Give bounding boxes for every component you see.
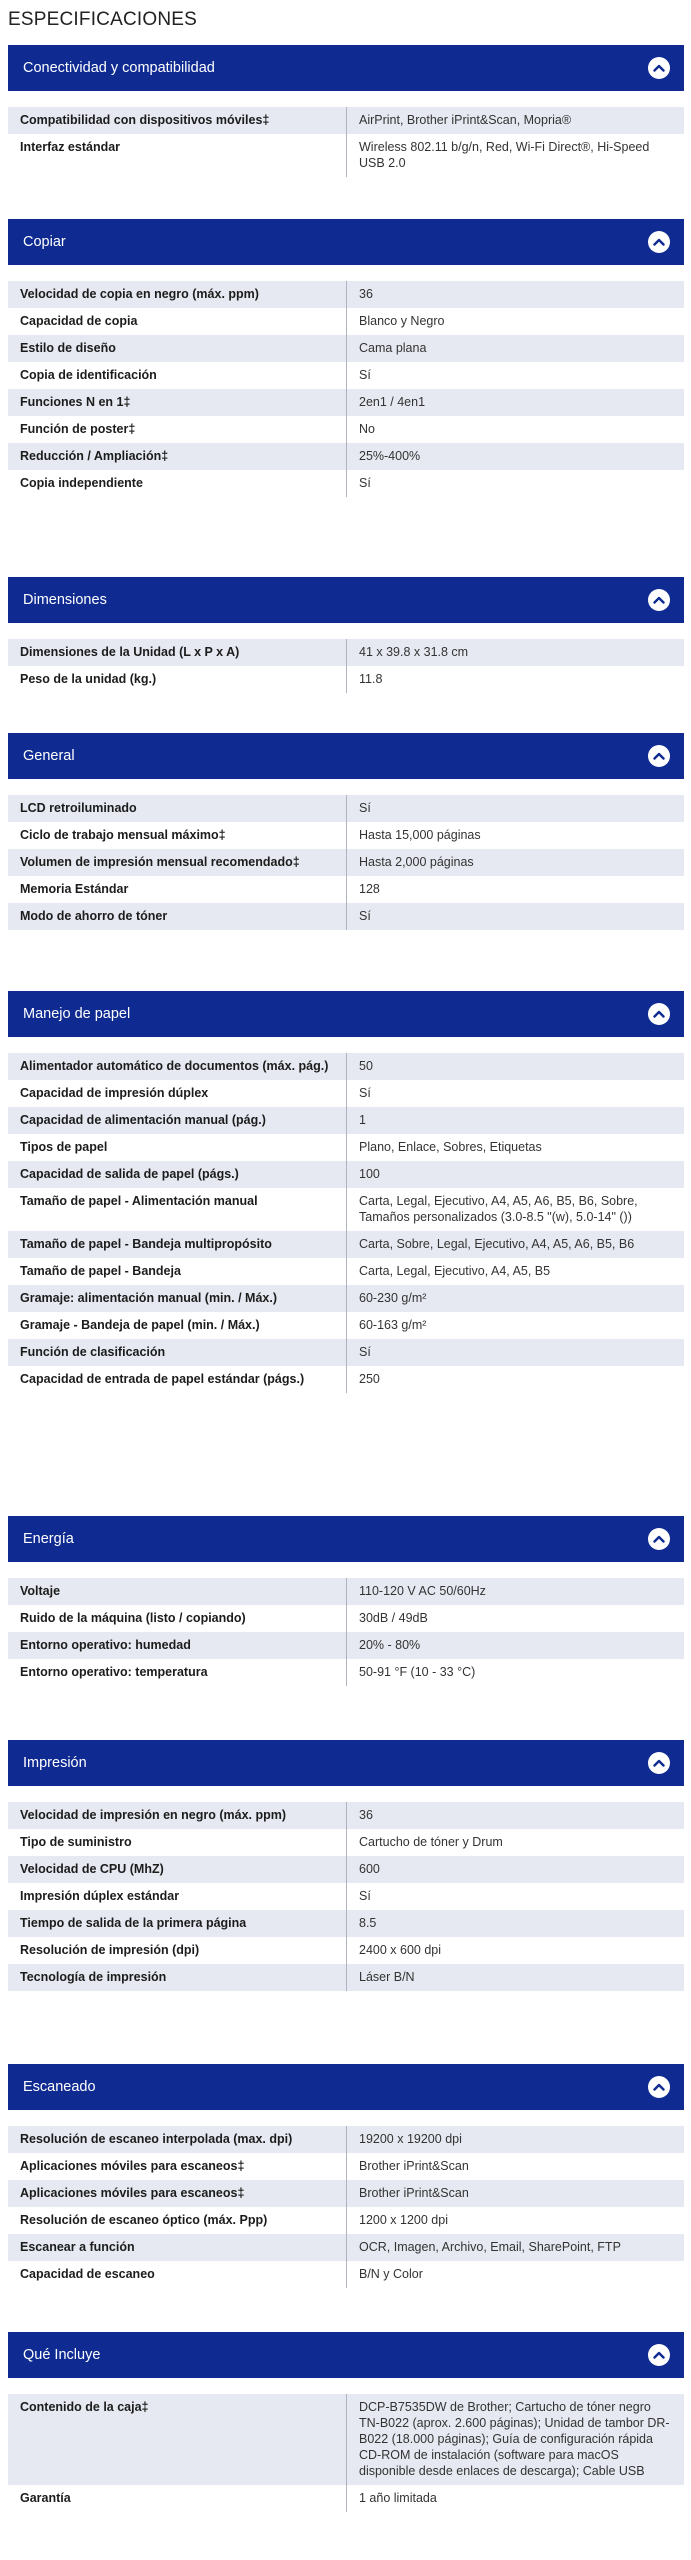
chevron-up-icon: [653, 596, 665, 604]
spec-label: Función de poster‡: [20, 422, 136, 436]
spec-label: Ciclo de trabajo mensual máximo‡: [20, 828, 226, 842]
spec-row: [8, 1134, 684, 1161]
spec-label: Capacidad de impresión dúplex: [20, 1086, 209, 1100]
spec-table: [8, 1578, 684, 1686]
spec-label: Reducción / Ampliación‡: [20, 449, 169, 463]
spec-value: 11.8: [346, 666, 684, 693]
spec-value: OCR, Imagen, Archivo, Email, SharePoint, FTP: [346, 2234, 684, 2261]
spec-row: [8, 639, 684, 666]
spec-table: [8, 1802, 684, 1991]
spec-row: [8, 2180, 684, 2207]
spec-label: Tamaño de papel - Alimentación manual: [20, 1194, 258, 1208]
section-energia: [8, 1516, 684, 1686]
spec-label: Memoria Estándar: [20, 882, 129, 896]
spec-label: Copia de identificación: [20, 368, 157, 382]
spec-value: 50-91 °F (10 - 33 °C): [346, 1659, 684, 1686]
spec-value: Cartucho de tóner y Drum: [346, 1829, 684, 1856]
spec-value: Blanco y Negro: [346, 308, 684, 335]
spec-row: [8, 1964, 684, 1991]
spec-label: Velocidad de CPU (MhZ): [20, 1862, 164, 1876]
spec-label: Tecnología de impresión: [20, 1970, 167, 1984]
spec-value: Sí: [346, 903, 684, 930]
spec-row: [8, 795, 684, 822]
spec-label: Resolución de escaneo interpolada (max. dpi): [20, 2132, 293, 2146]
spec-row: [8, 470, 684, 497]
chevron-up-icon: [653, 1759, 665, 1767]
spec-label: Copia independiente: [20, 476, 143, 490]
spec-row: [8, 416, 684, 443]
spec-label: Compatibilidad con dispositivos móviles‡: [20, 113, 270, 127]
spec-table: [8, 795, 684, 930]
spec-row: [8, 1578, 684, 1605]
spec-value: DCP-B7535DW de Brother; Cartucho de tóner negro TN-B022 (aprox. 2.600 páginas); Unidad de tambor DR-B022 (18.000 páginas); Guía de configuración rápida CD-ROM de instalación (software para macOS disponible desde enlaces de descarga); Cable USB: [346, 2394, 684, 2485]
section-title: Copiar: [23, 234, 66, 250]
spec-value: 600: [346, 1856, 684, 1883]
section-title: General: [23, 748, 75, 764]
spec-value: 128: [346, 876, 684, 903]
chevron-up-icon: [653, 1010, 665, 1018]
spec-value: 41 x 39.8 x 31.8 cm: [346, 639, 684, 666]
spec-label: Capacidad de entrada de papel estándar (págs.): [20, 1372, 305, 1386]
spec-value: Hasta 15,000 páginas: [346, 822, 684, 849]
section-header[interactable]: [8, 1516, 684, 1562]
collapse-toggle-button[interactable]: [648, 589, 670, 611]
spec-row: [8, 2485, 684, 2512]
spec-label: Aplicaciones móviles para escaneos‡: [20, 2186, 245, 2200]
spec-value: No: [346, 416, 684, 443]
collapse-toggle-button[interactable]: [648, 1528, 670, 1550]
spec-row: [8, 2126, 684, 2153]
section-header[interactable]: [8, 45, 684, 91]
spec-row: [8, 2207, 684, 2234]
section-title: Escaneado: [23, 2079, 96, 2095]
spec-row: [8, 362, 684, 389]
page-title: ESPECIFICACIONES: [8, 9, 198, 30]
spec-row: [8, 1910, 684, 1937]
section-title: Conectividad y compatibilidad: [23, 60, 215, 76]
spec-row: [8, 1161, 684, 1188]
section-header[interactable]: [8, 1740, 684, 1786]
section-impresion: [8, 1740, 684, 1991]
spec-value: Carta, Legal, Ejecutivo, A4, A5, B5: [346, 1258, 684, 1285]
section-title: Energía: [23, 1531, 74, 1547]
spec-row: [8, 2261, 684, 2288]
spec-row: [8, 1937, 684, 1964]
spec-row: [8, 443, 684, 470]
spec-label: Tiempo de salida de la primera página: [20, 1916, 247, 1930]
spec-label: Garantía: [20, 2491, 71, 2505]
spec-row: [8, 1285, 684, 1312]
spec-label: Velocidad de impresión en negro (máx. ppm): [20, 1808, 287, 1822]
spec-row: [8, 1188, 684, 1231]
spec-label: Capacidad de copia: [20, 314, 138, 328]
spec-label: Resolución de escaneo óptico (máx. Ppp): [20, 2213, 268, 2227]
spec-table: [8, 2394, 684, 2512]
spec-label: Funciones N en 1‡: [20, 395, 131, 409]
section-manejo-de-papel: [8, 991, 684, 1393]
spec-row: [8, 1366, 684, 1393]
spec-label: Tipos de papel: [20, 1140, 108, 1154]
spec-value: 1200 x 1200 dpi: [346, 2207, 684, 2234]
spec-value: AirPrint, Brother iPrint&Scan, Mopria®: [346, 107, 684, 134]
spec-row: [8, 1856, 684, 1883]
section-copiar: [8, 219, 684, 497]
spec-value: Sí: [346, 795, 684, 822]
section-title: Qué Incluye: [23, 2347, 101, 2363]
spec-value: 110-120 V AC 50/60Hz: [346, 1578, 684, 1605]
section-que-incluye: [8, 2332, 684, 2512]
spec-value: Cama plana: [346, 335, 684, 362]
collapse-toggle-button[interactable]: [648, 2344, 670, 2366]
spec-value: Carta, Sobre, Legal, Ejecutivo, A4, A5, A6, B5, B6: [346, 1231, 684, 1258]
spec-label: Gramaje - Bandeja de papel (min. / Máx.): [20, 1318, 260, 1332]
spec-label: Capacidad de escaneo: [20, 2267, 155, 2281]
spec-value: 25%-400%: [346, 443, 684, 470]
section-title: Impresión: [23, 1755, 87, 1771]
spec-value: 36: [346, 1802, 684, 1829]
spec-value: 1: [346, 1107, 684, 1134]
spec-label: Resolución de impresión (dpi): [20, 1943, 200, 1957]
spec-value: Sí: [346, 470, 684, 497]
spec-label: Tipo de suministro: [20, 1835, 132, 1849]
spec-label: Modo de ahorro de tóner: [20, 909, 168, 923]
spec-value: Wireless 802.11 b/g/n, Red, Wi-Fi Direct®, Hi-Speed USB 2.0: [346, 134, 684, 177]
section-dimensiones: [8, 577, 684, 693]
spec-row: [8, 1829, 684, 1856]
section-general: [8, 733, 684, 930]
spec-value: Sí: [346, 1883, 684, 1910]
spec-value: 100: [346, 1161, 684, 1188]
spec-label: Capacidad de salida de papel (págs.): [20, 1167, 239, 1181]
chevron-up-icon: [653, 2351, 665, 2359]
chevron-up-icon: [653, 752, 665, 760]
spec-label: Tamaño de papel - Bandeja multipropósito: [20, 1237, 272, 1251]
spec-value: 50: [346, 1053, 684, 1080]
spec-row: [8, 281, 684, 308]
spec-label: Velocidad de copia en negro (máx. ppm): [20, 287, 259, 301]
spec-value: 60-163 g/m²: [346, 1312, 684, 1339]
spec-row: [8, 849, 684, 876]
spec-row: [8, 1312, 684, 1339]
spec-value: Láser B/N: [346, 1964, 684, 1991]
spec-label: Peso de la unidad (kg.): [20, 672, 157, 686]
spec-row: [8, 1802, 684, 1829]
section-header[interactable]: [8, 991, 684, 1037]
spec-value: Carta, Legal, Ejecutivo, A4, A5, A6, B5, B6, Sobre, Tamaños personalizados (3.0-8.5 "(w), 5.0-14" ()): [346, 1188, 684, 1231]
spec-value: Hasta 2,000 páginas: [346, 849, 684, 876]
spec-row: [8, 1883, 684, 1910]
section-header[interactable]: [8, 219, 684, 265]
collapse-toggle-button[interactable]: [648, 231, 670, 253]
spec-label: Volumen de impresión mensual recomendado‡: [20, 855, 300, 869]
spec-value: 2400 x 600 dpi: [346, 1937, 684, 1964]
spec-label: Ruido de la máquina (listo / copiando): [20, 1611, 246, 1625]
spec-table: [8, 107, 684, 177]
spec-label: Gramaje: alimentación manual (min. / Máx.): [20, 1291, 278, 1305]
spec-row: [8, 107, 684, 134]
spec-row: [8, 822, 684, 849]
spec-row: [8, 1605, 684, 1632]
spec-label: Tamaño de papel - Bandeja: [20, 1264, 181, 1278]
spec-label: Entorno operativo: temperatura: [20, 1665, 208, 1679]
spec-table: [8, 2126, 684, 2288]
chevron-up-icon: [653, 2083, 665, 2091]
spec-row: [8, 666, 684, 693]
spec-label: Interfaz estándar: [20, 140, 121, 154]
section-header[interactable]: [8, 577, 684, 623]
spec-row: [8, 1080, 684, 1107]
spec-value: Sí: [346, 362, 684, 389]
spec-value: 20% - 80%: [346, 1632, 684, 1659]
spec-row: [8, 1632, 684, 1659]
spec-value: 60-230 g/m²: [346, 1285, 684, 1312]
spec-row: [8, 1053, 684, 1080]
section-header[interactable]: [8, 2332, 684, 2378]
spec-label: Escanear a función: [20, 2240, 135, 2254]
spec-label: Alimentador automático de documentos (máx. pág.): [20, 1059, 329, 1073]
spec-value: 19200 x 19200 dpi: [346, 2126, 684, 2153]
spec-table: [8, 281, 684, 497]
spec-row: [8, 2394, 684, 2485]
spec-label: Voltaje: [20, 1584, 61, 1598]
spec-label: LCD retroiluminado: [20, 801, 137, 815]
spec-value: 2en1 / 4en1: [346, 389, 684, 416]
spec-row: [8, 134, 684, 177]
spec-value: 30dB / 49dB: [346, 1605, 684, 1632]
spec-row: [8, 2153, 684, 2180]
spec-row: [8, 389, 684, 416]
spec-value: Brother iPrint&Scan: [346, 2180, 684, 2207]
spec-label: Capacidad de alimentación manual (pág.): [20, 1113, 266, 1127]
spec-label: Aplicaciones móviles para escaneos‡: [20, 2159, 245, 2173]
spec-row: [8, 903, 684, 930]
section-header[interactable]: [8, 733, 684, 779]
spec-value: 250: [346, 1366, 684, 1393]
collapse-toggle-button[interactable]: [648, 745, 670, 767]
spec-row: [8, 1231, 684, 1258]
spec-value: 36: [346, 281, 684, 308]
spec-value: B/N y Color: [346, 2261, 684, 2288]
collapse-toggle-button[interactable]: [648, 2076, 670, 2098]
spec-label: Impresión dúplex estándar: [20, 1889, 180, 1903]
collapse-toggle-button[interactable]: [648, 1003, 670, 1025]
collapse-toggle-button[interactable]: [648, 57, 670, 79]
section-header[interactable]: [8, 2064, 684, 2110]
spec-value: Sí: [346, 1339, 684, 1366]
spec-label: Función de clasificación: [20, 1345, 166, 1359]
spec-value: Sí: [346, 1080, 684, 1107]
spec-row: [8, 1339, 684, 1366]
spec-label: Dimensiones de la Unidad (L x P x A): [20, 645, 240, 659]
spec-row: [8, 1258, 684, 1285]
spec-row: [8, 1107, 684, 1134]
spec-row: [8, 308, 684, 335]
section-escaneado: [8, 2064, 684, 2288]
section-title: Dimensiones: [23, 592, 107, 608]
section-conectividad-y-compatibilidad: [8, 45, 684, 177]
chevron-up-icon: [653, 1535, 665, 1543]
spec-label: Contenido de la caja‡: [20, 2400, 149, 2414]
spec-value: 8.5: [346, 1910, 684, 1937]
section-title: Manejo de papel: [23, 1006, 131, 1022]
spec-table: [8, 639, 684, 693]
spec-row: [8, 335, 684, 362]
spec-row: [8, 2234, 684, 2261]
collapse-toggle-button[interactable]: [648, 1752, 670, 1774]
spec-row: [8, 1659, 684, 1686]
chevron-up-icon: [653, 64, 665, 72]
spec-table: [8, 1053, 684, 1393]
spec-label: Estilo de diseño: [20, 341, 116, 355]
spec-value: 1 año limitada: [346, 2485, 684, 2512]
spec-value: Brother iPrint&Scan: [346, 2153, 684, 2180]
chevron-up-icon: [653, 238, 665, 246]
spec-value: Plano, Enlace, Sobres, Etiquetas: [346, 1134, 684, 1161]
spec-label: Entorno operativo: humedad: [20, 1638, 191, 1652]
spec-row: [8, 876, 684, 903]
